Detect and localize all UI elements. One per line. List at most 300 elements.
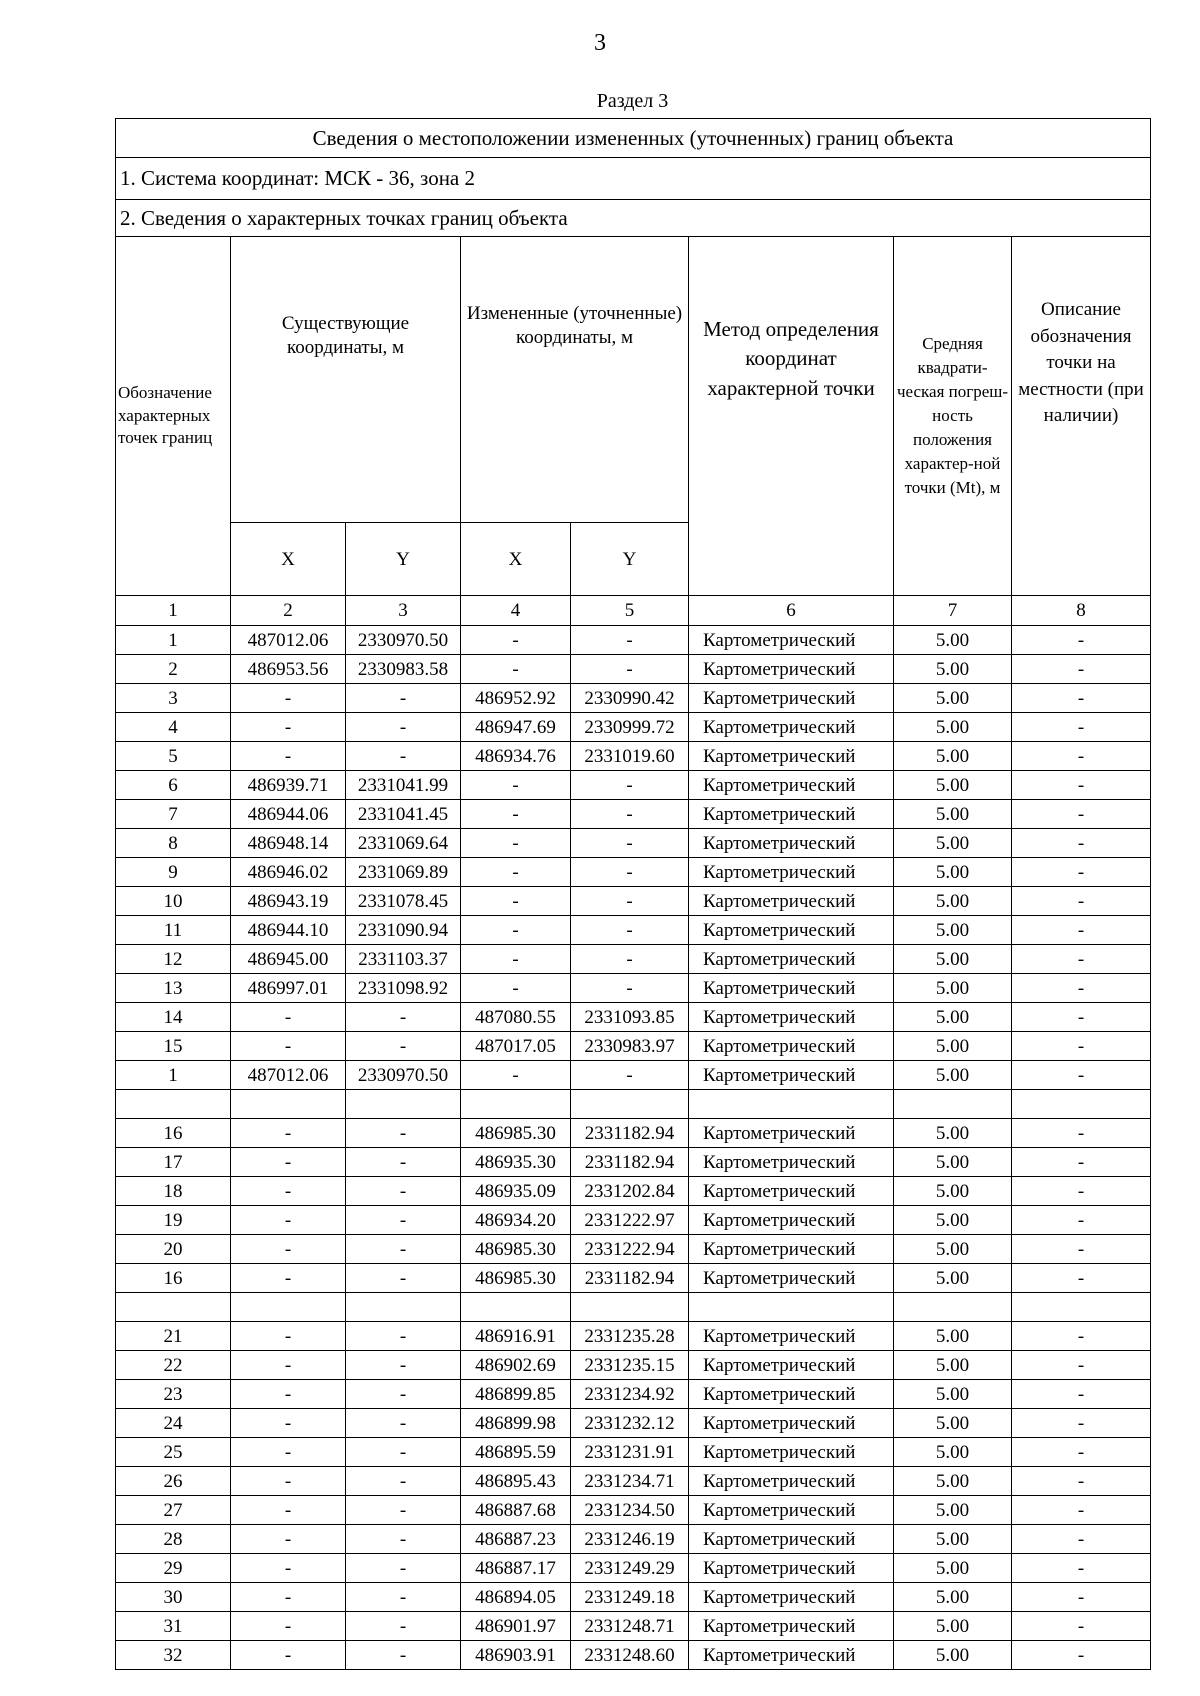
cell-point-id: 15 bbox=[116, 1032, 231, 1061]
cell-method bbox=[689, 1293, 894, 1322]
cell-mean-error: 5.00 bbox=[894, 829, 1012, 858]
table-row bbox=[116, 742, 1151, 771]
cell-description: - bbox=[1012, 1235, 1151, 1264]
cell-method: Картометрический bbox=[689, 626, 894, 655]
cell-existing-x: - bbox=[231, 1409, 346, 1438]
col-number: 8 bbox=[1012, 596, 1151, 626]
cell-method bbox=[689, 1090, 894, 1119]
cell-point-id: 25 bbox=[116, 1438, 231, 1467]
cell-existing-x: 486939.71 bbox=[231, 771, 346, 800]
cell-changed-y: 2331249.29 bbox=[571, 1554, 689, 1583]
cell-point-id: 18 bbox=[116, 1177, 231, 1206]
cell-mean-error: 5.00 bbox=[894, 713, 1012, 742]
cell-existing-y: - bbox=[346, 1554, 461, 1583]
cell-changed-y: 2331234.92 bbox=[571, 1380, 689, 1409]
cell-point-id: 9 bbox=[116, 858, 231, 887]
table-row bbox=[116, 858, 1151, 887]
header-mean-square-error: Средняя квадрати-ческая погреш-ность положения характер-ной точки (Mt), м bbox=[894, 237, 1012, 596]
cell-existing-y: - bbox=[346, 1612, 461, 1641]
cell-existing-x: 486944.06 bbox=[231, 800, 346, 829]
cell-point-id: 1 bbox=[116, 626, 231, 655]
table-row bbox=[116, 1322, 1151, 1351]
cell-changed-x: 486947.69 bbox=[461, 713, 571, 742]
cell-mean-error: 5.00 bbox=[894, 1583, 1012, 1612]
cell-method: Картометрический bbox=[689, 1583, 894, 1612]
cell-changed-y: 2331182.94 bbox=[571, 1264, 689, 1293]
cell-existing-y: 2331069.64 bbox=[346, 829, 461, 858]
cell-changed-y: 2331231.91 bbox=[571, 1438, 689, 1467]
coord-system: 1. Система координат: МСК - 36, зона 2 bbox=[116, 158, 1151, 200]
cell-changed-x bbox=[461, 1090, 571, 1119]
cell-changed-x: 486985.30 bbox=[461, 1119, 571, 1148]
cell-changed-x: 486899.98 bbox=[461, 1409, 571, 1438]
cell-changed-x: 486934.20 bbox=[461, 1206, 571, 1235]
cell-point-id: 5 bbox=[116, 742, 231, 771]
cell-method: Картометрический bbox=[689, 1525, 894, 1554]
cell-point-id: 6 bbox=[116, 771, 231, 800]
cell-changed-y: 2331093.85 bbox=[571, 1003, 689, 1032]
header-existing-y: Y bbox=[346, 523, 461, 596]
cell-description: - bbox=[1012, 655, 1151, 684]
cell-changed-x: - bbox=[461, 1061, 571, 1090]
cell-changed-x: - bbox=[461, 974, 571, 1003]
cell-changed-y: - bbox=[571, 771, 689, 800]
cell-method: Картометрический bbox=[689, 771, 894, 800]
cell-description: - bbox=[1012, 1525, 1151, 1554]
cell-changed-x: 486985.30 bbox=[461, 1264, 571, 1293]
cell-method: Картометрический bbox=[689, 1322, 894, 1351]
cell-method: Картометрический bbox=[689, 742, 894, 771]
cell-changed-x: 486901.97 bbox=[461, 1612, 571, 1641]
table-row bbox=[116, 1641, 1151, 1670]
cell-changed-x: 486894.05 bbox=[461, 1583, 571, 1612]
cell-changed-y: 2331234.50 bbox=[571, 1496, 689, 1525]
cell-mean-error: 5.00 bbox=[894, 1177, 1012, 1206]
cell-point-id bbox=[116, 1090, 231, 1119]
cell-point-id: 29 bbox=[116, 1554, 231, 1583]
cell-description: - bbox=[1012, 1583, 1151, 1612]
cell-description: - bbox=[1012, 1177, 1151, 1206]
cell-changed-x: - bbox=[461, 626, 571, 655]
cell-point-id: 10 bbox=[116, 887, 231, 916]
cell-point-id: 26 bbox=[116, 1467, 231, 1496]
cell-mean-error: 5.00 bbox=[894, 858, 1012, 887]
cell-mean-error: 5.00 bbox=[894, 626, 1012, 655]
cell-method: Картометрический bbox=[689, 1641, 894, 1670]
points-header: 2. Сведения о характерных точках границ объекта bbox=[116, 200, 1151, 237]
cell-changed-y: - bbox=[571, 829, 689, 858]
table-row bbox=[116, 887, 1151, 916]
cell-changed-y bbox=[571, 1090, 689, 1119]
cell-changed-x: 486895.59 bbox=[461, 1438, 571, 1467]
cell-description: - bbox=[1012, 1003, 1151, 1032]
cell-mean-error: 5.00 bbox=[894, 1003, 1012, 1032]
cell-existing-y: - bbox=[346, 713, 461, 742]
cell-point-id: 19 bbox=[116, 1206, 231, 1235]
table-row bbox=[116, 1438, 1151, 1467]
table-row bbox=[116, 1235, 1151, 1264]
table-row bbox=[116, 626, 1151, 655]
cell-method: Картометрический bbox=[689, 1177, 894, 1206]
cell-existing-y: - bbox=[346, 1380, 461, 1409]
boundary-points-table bbox=[115, 118, 1151, 1670]
cell-existing-y: - bbox=[346, 1351, 461, 1380]
cell-description: - bbox=[1012, 1322, 1151, 1351]
cell-existing-y: - bbox=[346, 1177, 461, 1206]
cell-description: - bbox=[1012, 1148, 1151, 1177]
cell-description: - bbox=[1012, 1467, 1151, 1496]
cell-changed-y: 2331246.19 bbox=[571, 1525, 689, 1554]
cell-mean-error: 5.00 bbox=[894, 1235, 1012, 1264]
table-row bbox=[116, 800, 1151, 829]
cell-changed-x: 486899.85 bbox=[461, 1380, 571, 1409]
cell-existing-x: - bbox=[231, 1496, 346, 1525]
cell-method: Картометрический bbox=[689, 945, 894, 974]
cell-changed-y: - bbox=[571, 945, 689, 974]
cell-changed-y: - bbox=[571, 887, 689, 916]
table-row bbox=[116, 1177, 1151, 1206]
cell-mean-error: 5.00 bbox=[894, 1409, 1012, 1438]
page-number: 3 bbox=[594, 30, 606, 56]
table-row bbox=[116, 1583, 1151, 1612]
cell-point-id: 23 bbox=[116, 1380, 231, 1409]
cell-existing-y: - bbox=[346, 1003, 461, 1032]
cell-point-id: 27 bbox=[116, 1496, 231, 1525]
cell-existing-x: 486943.19 bbox=[231, 887, 346, 916]
col-number: 7 bbox=[894, 596, 1012, 626]
cell-mean-error: 5.00 bbox=[894, 1119, 1012, 1148]
table-row bbox=[116, 1351, 1151, 1380]
cell-mean-error: 5.00 bbox=[894, 945, 1012, 974]
cell-method: Картометрический bbox=[689, 1612, 894, 1641]
cell-description: - bbox=[1012, 1496, 1151, 1525]
cell-description: - bbox=[1012, 1351, 1151, 1380]
cell-existing-y: 2331069.89 bbox=[346, 858, 461, 887]
table-row bbox=[116, 1612, 1151, 1641]
table-row bbox=[116, 1293, 1151, 1322]
col-number: 2 bbox=[231, 596, 346, 626]
table-row bbox=[116, 1554, 1151, 1583]
cell-point-id: 30 bbox=[116, 1583, 231, 1612]
cell-existing-y: 2331103.37 bbox=[346, 945, 461, 974]
cell-description bbox=[1012, 1090, 1151, 1119]
cell-description: - bbox=[1012, 771, 1151, 800]
cell-existing-x: - bbox=[231, 1380, 346, 1409]
cell-changed-x: 486903.91 bbox=[461, 1641, 571, 1670]
cell-point-id: 32 bbox=[116, 1641, 231, 1670]
cell-existing-y: - bbox=[346, 1496, 461, 1525]
cell-changed-y: - bbox=[571, 655, 689, 684]
cell-method: Картометрический bbox=[689, 1003, 894, 1032]
table-row bbox=[116, 684, 1151, 713]
cell-existing-x: 486944.10 bbox=[231, 916, 346, 945]
cell-description: - bbox=[1012, 1119, 1151, 1148]
table-row bbox=[116, 713, 1151, 742]
cell-existing-y: 2331098.92 bbox=[346, 974, 461, 1003]
cell-description: - bbox=[1012, 800, 1151, 829]
cell-mean-error: 5.00 bbox=[894, 1467, 1012, 1496]
cell-point-id bbox=[116, 1293, 231, 1322]
cell-point-id: 21 bbox=[116, 1322, 231, 1351]
cell-changed-y: 2330983.97 bbox=[571, 1032, 689, 1061]
cell-existing-y bbox=[346, 1090, 461, 1119]
cell-existing-y: - bbox=[346, 1032, 461, 1061]
header-method: Метод определения координат характерной точки bbox=[689, 237, 894, 596]
cell-point-id: 16 bbox=[116, 1264, 231, 1293]
cell-mean-error: 5.00 bbox=[894, 742, 1012, 771]
cell-mean-error bbox=[894, 1090, 1012, 1119]
cell-mean-error: 5.00 bbox=[894, 974, 1012, 1003]
cell-method: Картометрический bbox=[689, 1380, 894, 1409]
cell-changed-y: - bbox=[571, 626, 689, 655]
table-row bbox=[116, 1409, 1151, 1438]
cell-method: Картометрический bbox=[689, 858, 894, 887]
cell-description: - bbox=[1012, 974, 1151, 1003]
cell-changed-y bbox=[571, 1293, 689, 1322]
cell-existing-y: - bbox=[346, 1409, 461, 1438]
cell-existing-y: - bbox=[346, 1438, 461, 1467]
cell-description: - bbox=[1012, 916, 1151, 945]
cell-changed-y: 2331234.71 bbox=[571, 1467, 689, 1496]
cell-mean-error: 5.00 bbox=[894, 887, 1012, 916]
cell-method: Картометрический bbox=[689, 1032, 894, 1061]
table-row bbox=[116, 1496, 1151, 1525]
cell-mean-error: 5.00 bbox=[894, 1380, 1012, 1409]
cell-method: Картометрический bbox=[689, 829, 894, 858]
cell-existing-x: - bbox=[231, 1583, 346, 1612]
header-existing-coords: Существующие координаты, м bbox=[231, 237, 461, 523]
col-number: 5 bbox=[571, 596, 689, 626]
cell-changed-y: - bbox=[571, 974, 689, 1003]
cell-existing-y bbox=[346, 1293, 461, 1322]
cell-method: Картометрический bbox=[689, 1148, 894, 1177]
cell-changed-y: 2331248.71 bbox=[571, 1612, 689, 1641]
cell-description: - bbox=[1012, 1612, 1151, 1641]
cell-point-id: 3 bbox=[116, 684, 231, 713]
cell-existing-x: 487012.06 bbox=[231, 1061, 346, 1090]
cell-description bbox=[1012, 1293, 1151, 1322]
cell-mean-error: 5.00 bbox=[894, 1032, 1012, 1061]
cell-point-id: 22 bbox=[116, 1351, 231, 1380]
cell-existing-y: 2330970.50 bbox=[346, 1061, 461, 1090]
cell-existing-y: - bbox=[346, 1206, 461, 1235]
cell-existing-y: - bbox=[346, 1235, 461, 1264]
cell-existing-x: 486945.00 bbox=[231, 945, 346, 974]
cell-point-id: 7 bbox=[116, 800, 231, 829]
cell-changed-y: 2331248.60 bbox=[571, 1641, 689, 1670]
cell-description: - bbox=[1012, 1409, 1151, 1438]
cell-point-id: 31 bbox=[116, 1612, 231, 1641]
cell-changed-y: 2331235.15 bbox=[571, 1351, 689, 1380]
cell-existing-y: 2331090.94 bbox=[346, 916, 461, 945]
table-row bbox=[116, 1090, 1151, 1119]
cell-point-id: 2 bbox=[116, 655, 231, 684]
cell-description: - bbox=[1012, 1206, 1151, 1235]
cell-point-id: 12 bbox=[116, 945, 231, 974]
cell-existing-x: 486997.01 bbox=[231, 974, 346, 1003]
header-existing-x: X bbox=[231, 523, 346, 596]
cell-changed-x: - bbox=[461, 829, 571, 858]
cell-changed-x: 486887.17 bbox=[461, 1554, 571, 1583]
cell-existing-x: - bbox=[231, 1554, 346, 1583]
cell-existing-x: - bbox=[231, 1351, 346, 1380]
cell-mean-error: 5.00 bbox=[894, 800, 1012, 829]
col-number: 3 bbox=[346, 596, 461, 626]
table-row bbox=[116, 1148, 1151, 1177]
table-row bbox=[116, 945, 1151, 974]
cell-existing-y: - bbox=[346, 684, 461, 713]
cell-existing-y: 2330970.50 bbox=[346, 626, 461, 655]
cell-description: - bbox=[1012, 684, 1151, 713]
table-row bbox=[116, 1206, 1151, 1235]
cell-existing-y: 2331078.45 bbox=[346, 887, 461, 916]
cell-changed-y: 2331249.18 bbox=[571, 1583, 689, 1612]
cell-changed-x: - bbox=[461, 945, 571, 974]
cell-point-id: 13 bbox=[116, 974, 231, 1003]
cell-method: Картометрический bbox=[689, 1409, 894, 1438]
cell-existing-x: - bbox=[231, 742, 346, 771]
cell-existing-x: - bbox=[231, 713, 346, 742]
cell-changed-y: - bbox=[571, 858, 689, 887]
cell-changed-x: - bbox=[461, 771, 571, 800]
cell-existing-y: - bbox=[346, 1525, 461, 1554]
cell-existing-x: - bbox=[231, 1525, 346, 1554]
cell-changed-x: 486916.91 bbox=[461, 1322, 571, 1351]
header-description: Описание обозначения точки на местности (при наличии) bbox=[1012, 237, 1151, 596]
cell-description: - bbox=[1012, 858, 1151, 887]
cell-changed-y: - bbox=[571, 1061, 689, 1090]
cell-point-id: 20 bbox=[116, 1235, 231, 1264]
cell-method: Картометрический bbox=[689, 1438, 894, 1467]
cell-existing-y: - bbox=[346, 1641, 461, 1670]
cell-description: - bbox=[1012, 713, 1151, 742]
cell-existing-x: - bbox=[231, 1264, 346, 1293]
cell-changed-x: - bbox=[461, 858, 571, 887]
cell-point-id: 1 bbox=[116, 1061, 231, 1090]
cell-changed-x: 486985.30 bbox=[461, 1235, 571, 1264]
cell-existing-x bbox=[231, 1090, 346, 1119]
cell-changed-x: - bbox=[461, 800, 571, 829]
cell-existing-x: 487012.06 bbox=[231, 626, 346, 655]
cell-existing-y: 2331041.45 bbox=[346, 800, 461, 829]
header-point-designation: Обозначение характерных точек границ bbox=[116, 237, 231, 596]
cell-changed-x: - bbox=[461, 887, 571, 916]
cell-method: Картометрический bbox=[689, 1554, 894, 1583]
table-row bbox=[116, 1264, 1151, 1293]
cell-existing-x: 486953.56 bbox=[231, 655, 346, 684]
cell-method: Картометрический bbox=[689, 1264, 894, 1293]
col-number: 1 bbox=[116, 596, 231, 626]
cell-description: - bbox=[1012, 887, 1151, 916]
cell-changed-x: - bbox=[461, 916, 571, 945]
cell-existing-y: - bbox=[346, 742, 461, 771]
cell-method: Картометрический bbox=[689, 916, 894, 945]
cell-changed-y: 2331182.94 bbox=[571, 1119, 689, 1148]
cell-method: Картометрический bbox=[689, 655, 894, 684]
cell-point-id: 11 bbox=[116, 916, 231, 945]
cell-changed-y: 2331182.94 bbox=[571, 1148, 689, 1177]
table-row bbox=[116, 1032, 1151, 1061]
cell-changed-x: 486935.30 bbox=[461, 1148, 571, 1177]
cell-changed-x: 486934.76 bbox=[461, 742, 571, 771]
cell-changed-y: 2331019.60 bbox=[571, 742, 689, 771]
cell-changed-x: - bbox=[461, 655, 571, 684]
table-row bbox=[116, 1525, 1151, 1554]
cell-existing-x: - bbox=[231, 1003, 346, 1032]
cell-changed-x: 486887.23 bbox=[461, 1525, 571, 1554]
cell-mean-error: 5.00 bbox=[894, 1612, 1012, 1641]
cell-method: Картометрический bbox=[689, 1061, 894, 1090]
cell-existing-x: - bbox=[231, 1177, 346, 1206]
cell-mean-error: 5.00 bbox=[894, 655, 1012, 684]
header-changed-y: Y bbox=[571, 523, 689, 596]
cell-existing-y: - bbox=[346, 1583, 461, 1612]
header-changed-x: X bbox=[461, 523, 571, 596]
cell-mean-error: 5.00 bbox=[894, 1264, 1012, 1293]
cell-existing-y: - bbox=[346, 1322, 461, 1351]
cell-existing-x: - bbox=[231, 1467, 346, 1496]
cell-existing-x: - bbox=[231, 684, 346, 713]
cell-changed-y: 2331232.12 bbox=[571, 1409, 689, 1438]
cell-changed-y: 2331222.97 bbox=[571, 1206, 689, 1235]
cell-existing-y: - bbox=[346, 1119, 461, 1148]
cell-changed-y: 2330999.72 bbox=[571, 713, 689, 742]
table-row bbox=[116, 829, 1151, 858]
cell-changed-x: 486952.92 bbox=[461, 684, 571, 713]
cell-changed-x: 487080.55 bbox=[461, 1003, 571, 1032]
cell-changed-y: 2330990.42 bbox=[571, 684, 689, 713]
table-row bbox=[116, 1003, 1151, 1032]
cell-method: Картометрический bbox=[689, 1235, 894, 1264]
cell-description: - bbox=[1012, 1061, 1151, 1090]
cell-existing-x bbox=[231, 1293, 346, 1322]
cell-point-id: 8 bbox=[116, 829, 231, 858]
cell-changed-y: 2331235.28 bbox=[571, 1322, 689, 1351]
cell-method: Картометрический bbox=[689, 800, 894, 829]
table-row bbox=[116, 1467, 1151, 1496]
cell-mean-error: 5.00 bbox=[894, 1351, 1012, 1380]
cell-existing-y: - bbox=[346, 1264, 461, 1293]
cell-changed-y: 2331222.94 bbox=[571, 1235, 689, 1264]
cell-mean-error: 5.00 bbox=[894, 1554, 1012, 1583]
table-row bbox=[116, 1380, 1151, 1409]
cell-mean-error: 5.00 bbox=[894, 771, 1012, 800]
cell-changed-x: 486902.69 bbox=[461, 1351, 571, 1380]
cell-description: - bbox=[1012, 1554, 1151, 1583]
cell-changed-x: 486935.09 bbox=[461, 1177, 571, 1206]
cell-existing-y: - bbox=[346, 1148, 461, 1177]
cell-mean-error: 5.00 bbox=[894, 684, 1012, 713]
table-row bbox=[116, 1119, 1151, 1148]
table-row bbox=[116, 974, 1151, 1003]
cell-method: Картометрический bbox=[689, 974, 894, 1003]
col-number: 6 bbox=[689, 596, 894, 626]
cell-mean-error: 5.00 bbox=[894, 916, 1012, 945]
table-row bbox=[116, 771, 1151, 800]
table-row bbox=[116, 655, 1151, 684]
cell-existing-x: - bbox=[231, 1641, 346, 1670]
cell-existing-y: 2330983.58 bbox=[346, 655, 461, 684]
cell-description: - bbox=[1012, 829, 1151, 858]
cell-existing-y: - bbox=[346, 1467, 461, 1496]
cell-point-id: 4 bbox=[116, 713, 231, 742]
cell-point-id: 14 bbox=[116, 1003, 231, 1032]
cell-existing-x: - bbox=[231, 1235, 346, 1264]
cell-method: Картометрический bbox=[689, 1351, 894, 1380]
cell-description: - bbox=[1012, 945, 1151, 974]
cell-mean-error: 5.00 bbox=[894, 1641, 1012, 1670]
section-title: Раздел 3 bbox=[596, 90, 669, 112]
